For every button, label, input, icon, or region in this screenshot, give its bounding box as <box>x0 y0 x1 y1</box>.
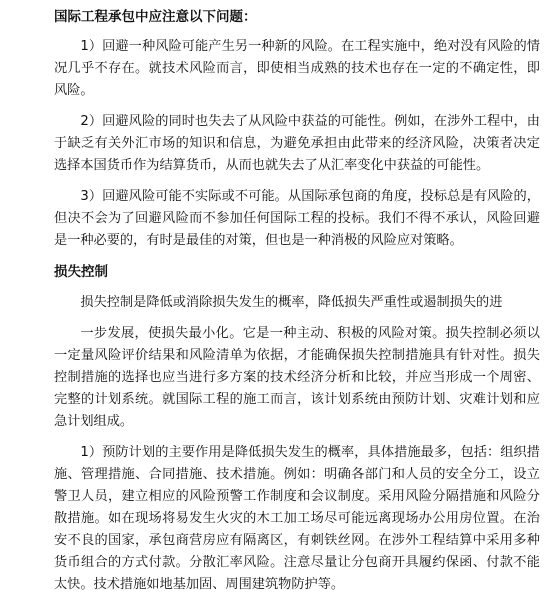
paragraph-prevention-plan: 1）预防计划的主要作用是降低损失发生的概率，具体措施最多，包括：组织措施、管理措施、合同措施、技术措施。例如：明确各部门和人员的安全分工，设立警卫人员，建立相应的风险预警工作制度和会议制度。采用风险分隔措施和风险分散措施。如在现场将易发生火灾的木工加工场尽可能远离现场办公用房位置。在治安不良的国家，承包商营房应有隔离区，有刺铁丝网。在涉外工程结算中采用多种货币组合的方式付款。分散汇率风险。注意尽量让分包商开具履约保函、付款不能太快。技术措施如地基加固、周围建筑物防护等。 <box>54 445 540 592</box>
paragraph-risk-impractical: 3）回避风险可能不实际或不可能。从国际承包商的角度，投标总是有风险的，但决不会为了回避风险而不参加任何国际工程的投标。我们不得不承认，风险回避是一种必要的，有时是最佳的对策，但也是一种消极的风险应对策略。 <box>54 189 540 248</box>
document-heading: 国际工程承包中应注意以下问题： <box>54 9 257 25</box>
paragraph-loss-control-development: 一步发展，使损失最小化。它是一种主动、积极的风险对策。损失控制必须以一定量风险评价结果和风险清单为依据，才能确保损失控制措施具有针对性。损失控制措施的选择也应当进行多方案的技术经济分析和比较，并应当形成一个周密、完整的计划系统。就国际工程的施工而言，该计划系统由预防计划、灾难计划和应急计划组成。 <box>54 326 540 429</box>
paragraph-risk-gain: 2）回避风险的同时也失去了从风险中获益的可能性。例如，在涉外工程中，由于缺乏有关外汇市场的知识和信息，为避免承担由此带来的经济风险，决策者决定选择本国货币作为结算货币，从而也就失去了从汇率变化中获益的可能性。 <box>54 114 540 173</box>
section-title-loss-control: 损失控制 <box>54 264 108 280</box>
paragraph-loss-control-def: 损失控制是降低或消除损失发生的概率，降低损失严重性或遏制损失的进 <box>80 295 503 310</box>
paragraph-risk-new: 1）回避一种风险可能产生另一种新的风险。在工程实施中，绝对没有风险的情况几乎不存在。就技术风险而言，即使相当成熟的技术也存在一定的不确定性，即风险。 <box>54 39 540 98</box>
